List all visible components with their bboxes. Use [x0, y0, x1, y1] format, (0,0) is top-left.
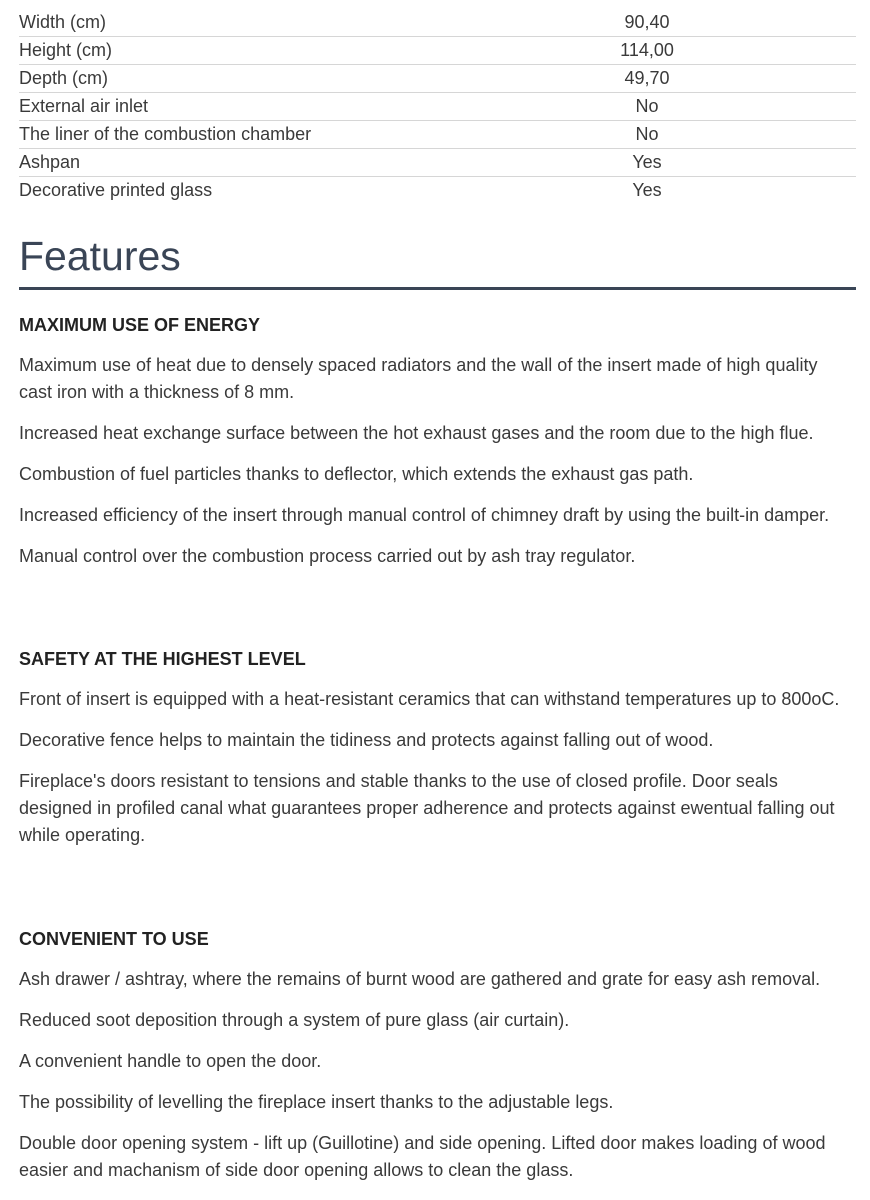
feature-paragraph: Ash drawer / ashtray, where the remains of burnt wood are gathered and grate for easy ash removal. [19, 969, 821, 989]
feature-paragraph: The possibility of levelling the fireplace insert thanks to the adjustable legs. [19, 1092, 614, 1112]
spec-row-depth [19, 65, 856, 93]
spec-label: Ashpan [19, 152, 81, 172]
features-divider [19, 287, 856, 290]
spec-row-combustion-chamber-liner [19, 121, 856, 149]
spec-row-height [19, 37, 856, 65]
feature-paragraph: Combustion of fuel particles thanks to deflector, which extends the exhaust gas path. [19, 464, 694, 484]
feature-paragraph: Increased heat exchange surface between the hot exhaust gases and the room due to the high flue. [19, 423, 814, 443]
feature-paragraph: Fireplace's doors resistant to tensions and stable thanks to the use of closed profile. Door seals designed in profiled canal what guarantees proper adherence and protects against ewentual falling out while operating. [19, 771, 835, 845]
section-title: MAXIMUM USE OF ENERGY [19, 315, 261, 335]
feature-paragraph: Decorative fence helps to maintain the tidiness and protects against falling out of wood. [19, 730, 714, 750]
spec-label: Width (cm) [19, 12, 106, 32]
spec-label: The liner of the combustion chamber [19, 124, 312, 144]
spec-label: External air inlet [19, 96, 149, 116]
feature-paragraph: Front of insert is equipped with a heat-resistant ceramics that can withstand temperatures up to 800oC. [19, 689, 840, 709]
spec-value: No [635, 124, 659, 144]
section-energy [19, 312, 849, 570]
spec-value: 114,00 [620, 40, 674, 60]
spec-row-external-air-inlet [19, 93, 856, 121]
spec-value: Yes [632, 180, 662, 200]
specifications-table [19, 9, 856, 204]
spec-value: 49,70 [624, 68, 670, 88]
feature-paragraph: Increased efficiency of the insert through manual control of chimney draft by using the built-in damper. [19, 505, 830, 525]
spec-row-ashpan [19, 149, 856, 177]
spec-label: Decorative printed glass [19, 180, 213, 200]
features-heading: Features [19, 233, 181, 279]
section-title: SAFETY AT THE HIGHEST LEVEL [19, 649, 306, 669]
feature-paragraph: A convenient handle to open the door. [19, 1051, 322, 1071]
section-safety [19, 646, 849, 849]
feature-paragraph: Double door opening system - lift up (Guillotine) and side opening. Lifted door makes loading of wood easier and machanism of side door opening allows to clean the glass. [19, 1133, 826, 1180]
spec-label: Depth (cm) [19, 68, 109, 88]
spec-row-width [19, 9, 856, 37]
spec-value: No [635, 96, 659, 116]
spec-label: Height (cm) [19, 40, 113, 60]
section-title: CONVENIENT TO USE [19, 929, 209, 949]
spec-value: 90,40 [624, 12, 670, 32]
feature-paragraph: Maximum use of heat due to densely spaced radiators and the wall of the insert made of high quality cast iron with a thickness of 8 mm. [19, 355, 818, 402]
spec-row-decorative-glass [19, 177, 856, 204]
feature-paragraph: Reduced soot deposition through a system of pure glass (air curtain). [19, 1010, 570, 1030]
section-convenience [19, 926, 849, 1184]
spec-value: Yes [632, 152, 662, 172]
feature-paragraph: Manual control over the combustion process carried out by ash tray regulator. [19, 546, 636, 566]
